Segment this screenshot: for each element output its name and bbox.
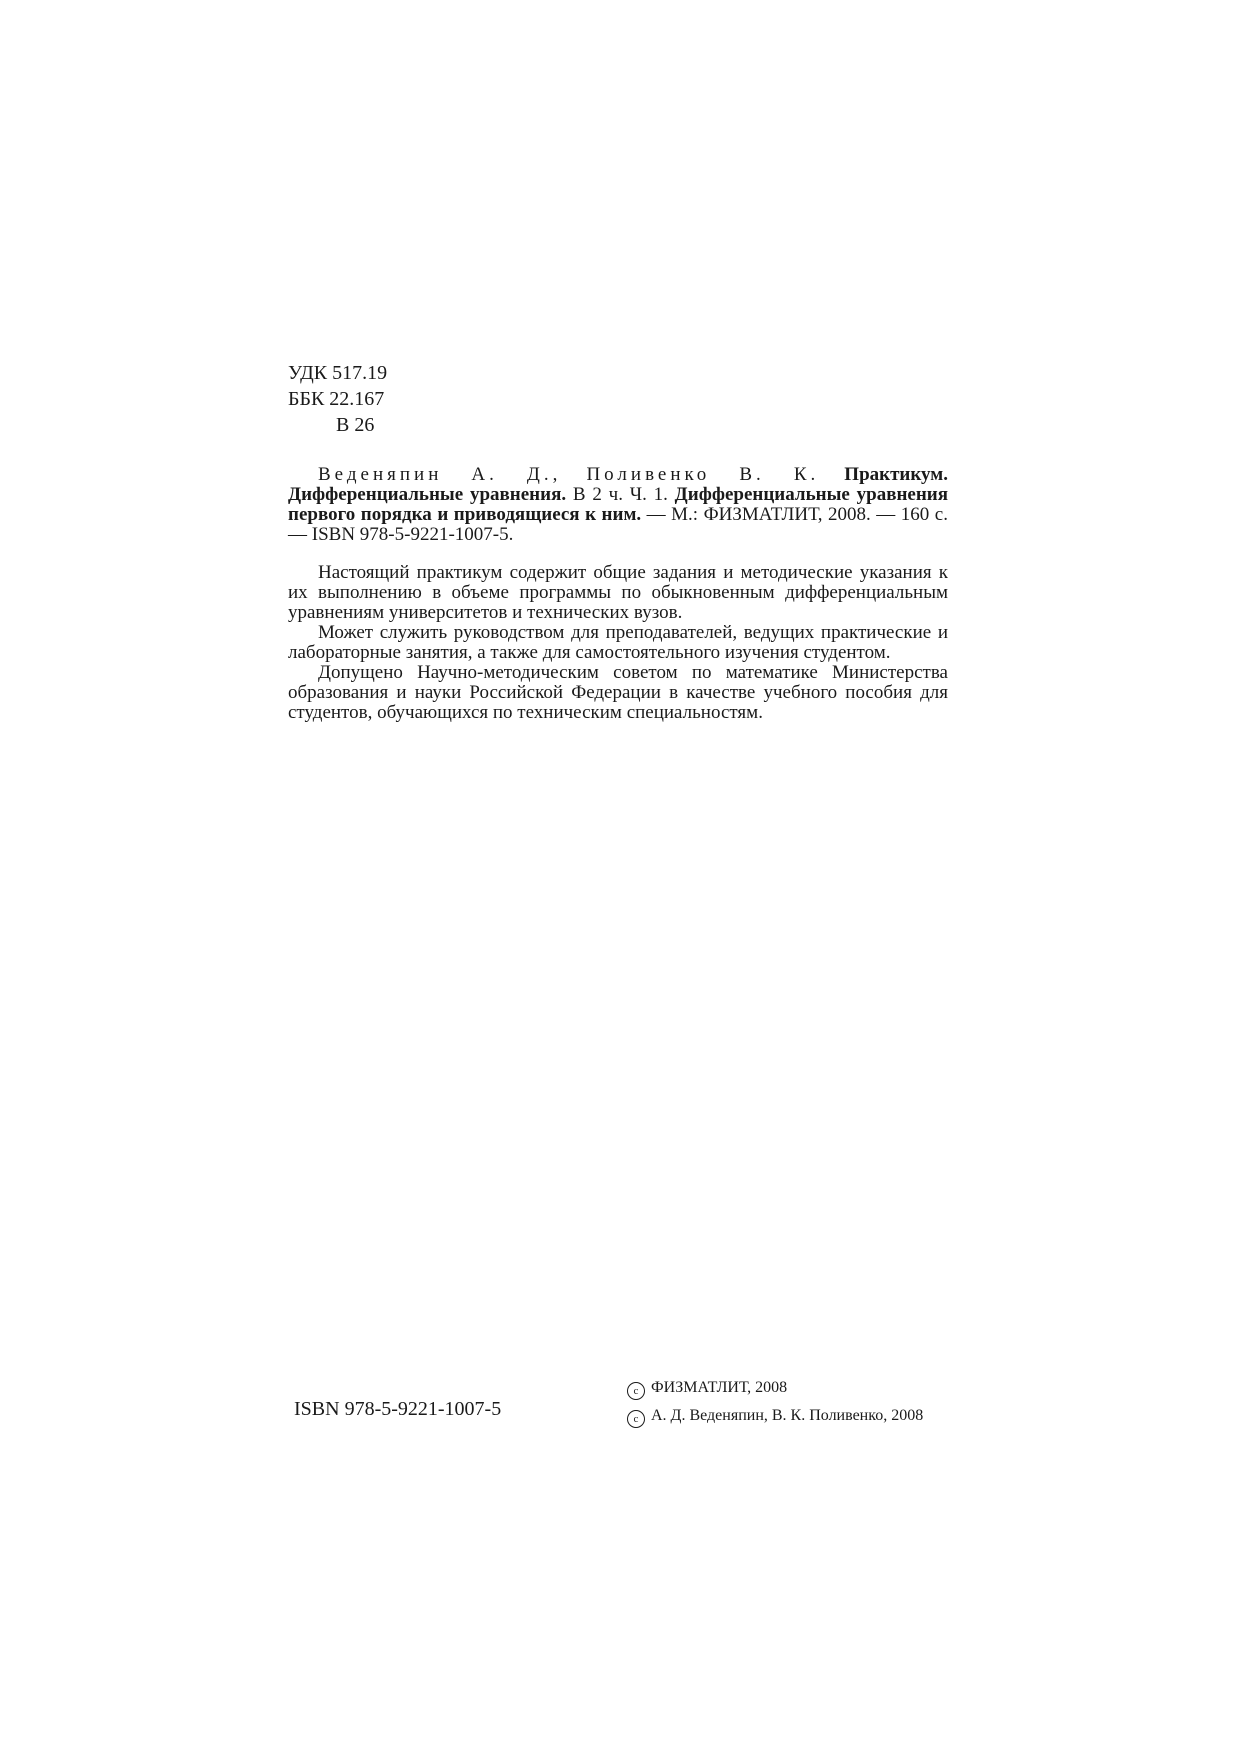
isbn: ISBN 978-5-9221-1007-5 (294, 1398, 502, 1420)
abstract-paragraph-3: Допущено Научно-методическим советом по математике Министерства образования и науки Российской Федерации в качестве учебного пособия для студентов, обучающихся по техническим специальностям. (288, 662, 948, 723)
author-mark: В 26 (336, 414, 375, 436)
udk-code: УДК 517.19 (288, 362, 388, 384)
author-1: Веденяпин А. Д., (318, 464, 562, 485)
copyright-block (627, 1374, 923, 1430)
classification-block (288, 360, 387, 438)
bibliographic-record (288, 465, 948, 545)
copyright-icon: c (627, 1382, 645, 1400)
book-title: Практикум. Дифференциальные уравнения. (288, 464, 948, 505)
copyright-publisher (627, 1374, 923, 1402)
copyright-authors (627, 1402, 923, 1430)
copyright-icon: c (627, 1410, 645, 1428)
imprint: — М.: ФИЗМАТЛИТ, 2008. — 160 с. — ISBN 978-5-9221-1007-5. (288, 504, 948, 545)
part-title: Дифференциальные уравнения первого порядка и приводящиеся к ним. (288, 484, 949, 525)
volume-info: В 2 ч. Ч. 1. (572, 484, 668, 505)
bbk-code: ББК 22.167 (288, 388, 385, 410)
author-2: Поливенко В. К. (586, 464, 820, 485)
annotation-block (288, 465, 948, 723)
copyright-publisher-text: ФИЗМАТЛИТ, 2008 (651, 1379, 788, 1396)
copyright-authors-text: А. Д. Веденяпин, В. К. Поливенко, 2008 (651, 1407, 924, 1424)
abstract-paragraph-2: Может служить руководством для преподавателей, ведущих практические и лабораторные занятия, а также для самостоятельного изучения студентом. (288, 622, 948, 663)
abstract-paragraph-1: Настоящий практикум содержит общие задания и методические указания к их выполнению в объеме программы по обыкновенным дифференциальным уравнениям университетов и технических вузов. (288, 562, 948, 623)
